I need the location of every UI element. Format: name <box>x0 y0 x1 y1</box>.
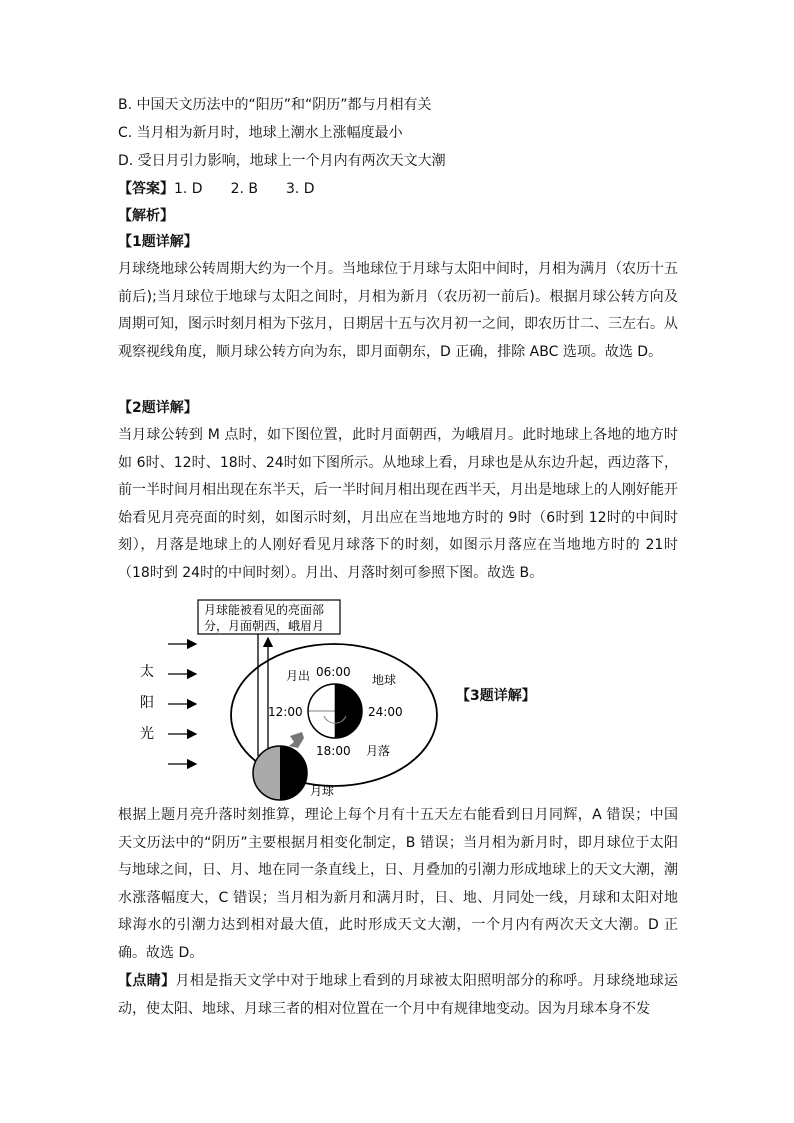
option-c: C. 当月相为新月时，地球上潮水上涨幅度最小 <box>118 125 403 141</box>
sunlight-label: 光 <box>140 726 154 742</box>
tip-text: 月相是指天文学中对于地球上看到的月球被太阳照明部分的称呼。月球绕地球运动，使太阳、地球、月球三者的相对位置在一个月中有规律地变动。因为月球本身不发 <box>118 973 679 1017</box>
q1-text: 月球绕地球公转周期大约为一个月。当地球位于月球与太阳中间时，月相为满月（农历十五前后);当月球位于地球与太阳之间时，月相为新月（农历初一前后)。根据月球公转方向及周期可知，图示时刻月相为下弦月，日期居十五与次月初一之间，即农历廿二、三左右。从观察视线角度，顺月球公转方向为东，即月面朝东，D 正确，排除 ABC 选项。故选 D。 <box>118 261 678 360</box>
option-d: D. 受日月引力影响，地球上一个月内有两次天文大潮 <box>118 153 446 169</box>
q2-heading: 【2题详解】 <box>118 400 198 416</box>
option-b: B. 中国天文历法中的“阳历”和“阴历”都与月相有关 <box>118 97 432 113</box>
position-arrow-icon <box>289 732 304 748</box>
callout-line-2: 分，月面朝西，峨眉月 <box>204 619 325 633</box>
moonrise-label: 月出 <box>286 669 311 683</box>
answer-text: 1. D 2. B 3. D <box>174 181 315 197</box>
q2-text: 当月球公转到 M 点时，如下图位置，此时月面朝西，为峨眉月。此时地球上各地的地方时如 6时、12时、18时、24时如下图所示。从地球上看，月球也是从东边升起，西边落下，前一半时间月相出现在东半天，后一半时间月相出现在西半天，月出是地球上的人刚好能开始看见月亮亮面的时刻，如图示时刻，月出应在当地地方时的 9时（6时到 12时的中间时刻），月落是地球上的人刚好看见月球落下的时刻，如图示月落应在当地地方时的 21时（18时到 24时的中间时刻）。月出、月落时刻可参照下图。故选 B。 <box>118 427 678 581</box>
answer-line <box>118 179 315 199</box>
time-0600: 06:00 <box>316 665 351 679</box>
q1-heading: 【1题详解】 <box>118 234 198 250</box>
moonset-label: 月落 <box>366 744 391 758</box>
tip-paragraph <box>118 968 678 1023</box>
time-2400: 24:00 <box>368 705 403 719</box>
analysis-heading: 【解析】 <box>118 208 174 224</box>
answer-label: 【答案】 <box>118 181 174 197</box>
earth <box>308 684 362 738</box>
sunlight-label: 太 <box>140 664 154 680</box>
time-1800: 18:00 <box>316 744 351 758</box>
callout-line-1: 月球能被看见的亮面部 <box>204 603 325 617</box>
moon-label: 月球 <box>310 784 335 798</box>
q3-text: 根据上题月亮升落时刻推算，理论上每个月有十五天左右能看到日月同辉，A 错误；中国天文历法中的“阴历”主要根据月相变化制定，B 错误；当月相为新月时，即月球位于太阳与地球之间，日、月、地在同一条直线上，日、月叠加的引潮力形成地球上的天文大潮，潮水涨落幅度大，C 错误；当月相为新月和满月时，日、地、月同处一线，月球和太阳对地球海水的引潮力达到相对最大值，此时形成天文大潮，一个月内有两次天文大潮。D 正确。故选 D。 <box>118 807 678 961</box>
q3-heading: 【3题详解】 <box>456 688 536 704</box>
earth-label: 地球 <box>372 673 397 687</box>
tip-label: 【点睛】 <box>118 973 176 989</box>
moon <box>253 746 307 800</box>
sunlight-label: 阳 <box>140 695 154 711</box>
time-1200: 12:00 <box>268 705 303 719</box>
moon-phase-diagram <box>130 592 440 802</box>
